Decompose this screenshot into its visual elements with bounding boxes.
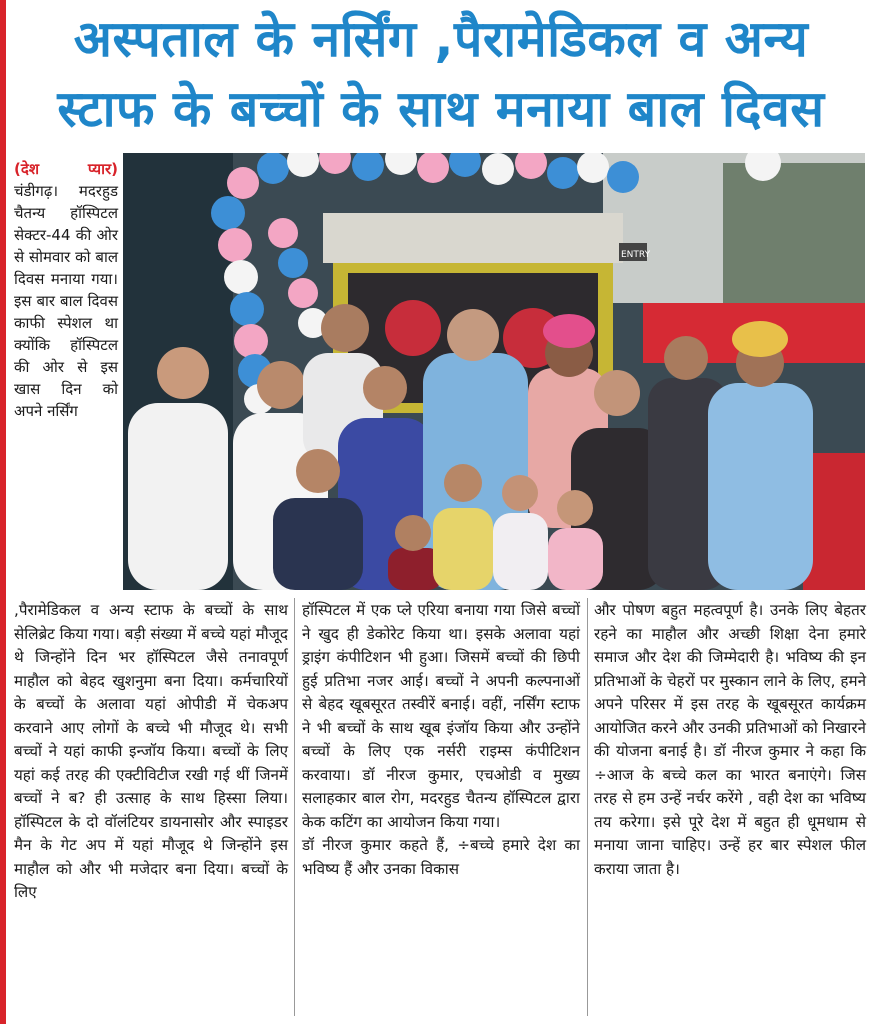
intro-column	[14, 158, 118, 422]
source-tag: (देश प्यार)	[14, 160, 118, 178]
headline-line-1: अस्पताल के नर्सिंग ,पैरामेडिकल व अन्य	[73, 10, 809, 68]
entry-sign: ENTRY	[621, 250, 651, 260]
article-column-1-text: ,पैरामेडिकल व अन्य स्टाफ के बच्चों के साथ सेलिब्रेट किया गया। बड़ी संख्या में बच्चे यहां मौजूद थे जिन्होंने दिन भर हॉस्पिटल जैसे तनावपूर्ण माहौल को बेहद खुशनुमा बना दिया। कर्मचारियों के बच्चों के अलावा यहां ओपीडी में चेकअप करवाने आए लोगों के बच्चे भी मौजूद थे। सभी बच्चों ने यहां काफी इन्जॉय किया। बच्चों के लिए यहां कई तरह की एक्टीविटीज रखी गई थीं जिनमें बच्चों ने ब? ही उत्साह के साथ हिस्सा लिया। हॉस्पिटल के दो वॉलंटियर डायनासोर और स्पाइडर मैन के गेट अप में यहां मौजूद थे जिन्होंने इस माहौल को और भी मजेदार बना दिया। बच्चों के लिए	[14, 601, 288, 901]
event-photo	[123, 153, 865, 590]
article-column-2	[302, 599, 580, 881]
column-rule-2	[587, 598, 588, 1016]
article-column-1	[14, 599, 288, 905]
article-column-3	[594, 599, 866, 881]
article-column-2-paragraph-1: हॉस्पिटल में एक प्ले एरिया बनाया गया जिसे बच्चों ने खुद ही डेकोरेट किया था। इसके अलावा यहां ड्राइंग कंपीटिशन भी हुआ। जिसमें बच्चों की छिपी हुई प्रतिभा नजर आई। बच्चों ने अपनी कल्पनाओं से बेहद खूबसूरत तस्वीरें बनाई। वहीं, नर्सिंग स्टाफ ने भी बच्चों के साथ खूब इंजॉय किया और उन्होंने बच्चों के लिए एक नर्सरी राइम्स कंपीटिशन करवाया। डॉ नीरज कुमार, एचओडी व मुख्य सलाहकार बाल रोग, मदरहुड चैतन्य हॉस्पिटल द्वारा केक कटिंग का आयोजन किया गया।	[302, 601, 580, 831]
column-rule-1	[294, 598, 295, 1016]
article-column-3-text: और पोषण बहुत महत्वपूर्ण है। उनके लिए बेहतर रहने का माहौल और अच्छी शिक्षा देना हमारे समाज और देश की जिम्मेदारी है। भविष्य की इन प्रतिभाओं के चेहरों पर मुस्कान लाने के लिए, हमने अपने परिसर में इस तरह के खूबसूरत कार्यक्रम आयोजित करने और उनकी प्रतिभाओं को निखारने की योजना बनाई है। डॉ नीरज कुमार ने कहा कि ÷आज के बच्चे कल का भारत बनाएंगे। जिस तरह से हम उन्हें नर्चर करेंगे , वही देश का भविष्य तय करेगा। इसे पूरे देश में बहुत ही धूमधाम से मनाया जाना चाहिए। उन्हें हर बार स्पेशल फील कराया जाता है।	[594, 601, 866, 878]
intro-text: चंडीगढ़। मदरहुड चैतन्य हॉस्पिटल सेक्टर-44 की ओर से सोमवार को बाल दिवस मनाया गया। इस बार बाल दिवस काफी स्पेशल था क्योंकि हॉस्पिटल की ओर से इस खास दिन को अपने नर्सिंग	[14, 182, 118, 420]
headline	[12, 4, 870, 144]
headline-line-2: स्टाफ के बच्चों के साथ मनाया बाल दिवस	[57, 80, 825, 138]
article-column-2-paragraph-2: डॉ नीरज कुमार कहते हैं, ÷बच्चे हमारे देश का भविष्य हैं और उनका विकास	[302, 836, 580, 878]
event-photo-illustration	[123, 153, 865, 590]
